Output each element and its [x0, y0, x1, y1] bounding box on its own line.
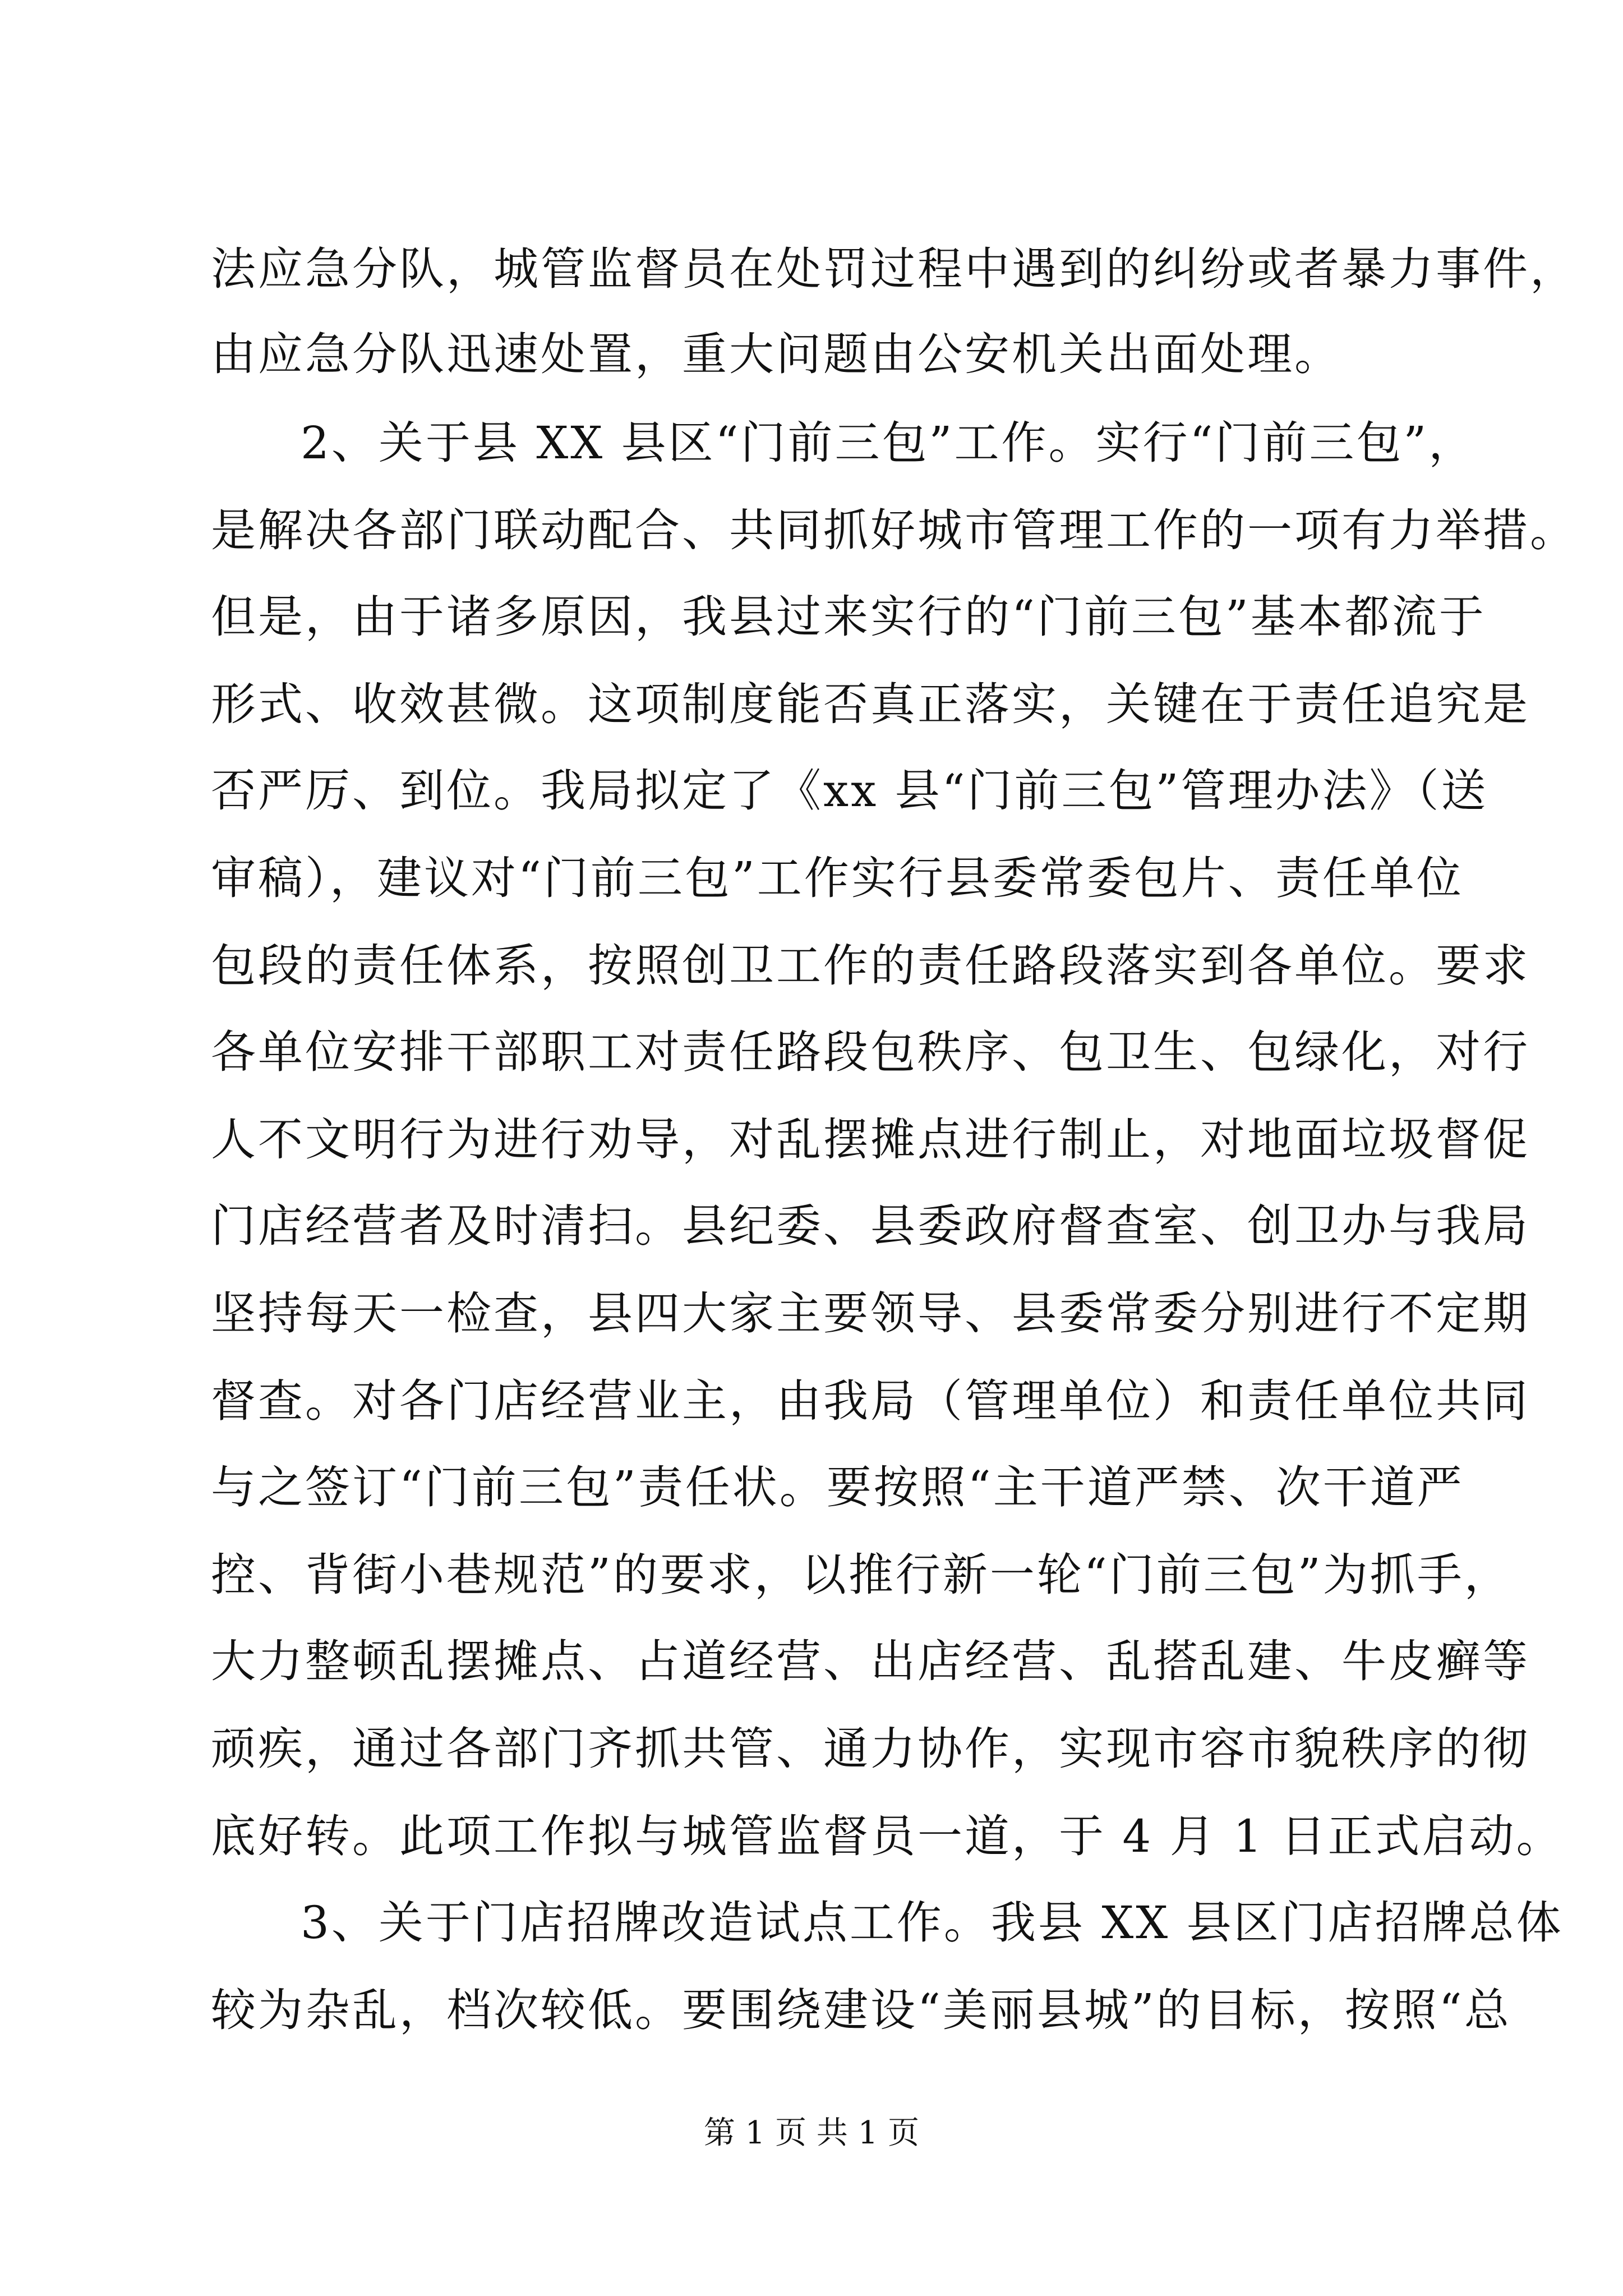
text-line: 否严厉、到位。我局拟定了《xx 县“门前三包”管理办法》（送 — [211, 765, 1488, 817]
text-line: 底好转。此项工作拟与城管监督员一道，于 4 月 1 日正式启动。 — [211, 1810, 1564, 1862]
text-line: 法应急分队，城管监督员在处罚过程中遇到的纠纷或者暴力事件， — [211, 243, 1577, 295]
text-line: 大力整顿乱摆摊点、占道经营、出店经营、乱搭乱建、牛皮癣等 — [211, 1635, 1530, 1687]
text-line: 形式、收效甚微。这项制度能否真正落实，关键在于责任追究是 — [211, 678, 1530, 730]
text-line: 包段的责任体系，按照创卫工作的责任路段落实到各单位。要求 — [211, 940, 1530, 992]
text-line: 顽疾，通过各部门齐抓共管、通力协作，实现市容市貌秩序的彻 — [211, 1723, 1530, 1775]
text-line: 但是，由于诸多原因，我县过来实行的“门前三包”基本都流于 — [211, 591, 1486, 643]
text-line: 控、背街小巷规范”的要求，以推行新一轮“门前三包”为抓手， — [211, 1549, 1511, 1601]
text-line: 坚持每天一检查，县四大家主要领导、县委常委分别进行不定期 — [211, 1287, 1530, 1340]
text-line: 各单位安排干部职工对责任路段包秩序、包卫生、包绿化，对行 — [211, 1026, 1530, 1078]
text-line: 由应急分队迅速处置，重大问题由公安机关出面处理。 — [211, 328, 1341, 380]
text-line: 较为杂乱，档次较低。要围绕建设“美丽县城”的目标，按照“总 — [211, 1984, 1511, 2036]
page-footer: 第 1 页 共 1 页 — [703, 2115, 920, 2151]
text-line: 2、关于县 XX 县区“门前三包”工作。实行“门前三包”， — [301, 417, 1476, 469]
text-line: 督查。对各门店经营业主，由我局（管理单位）和责任单位共同 — [211, 1375, 1530, 1427]
text-line: 人不文明行为进行劝导，对乱摆摊点进行制止，对地面垃圾督促 — [211, 1114, 1530, 1166]
text-line: 是解决各部门联动配合、共同抓好城市管理工作的一项有力举措。 — [211, 504, 1577, 556]
text-line: 与之签订“门前三包”责任状。要按照“主干道严禁、次干道严 — [211, 1461, 1464, 1513]
text-line: 审稿），建议对“门前三包”工作实行县委常委包片、责任单位 — [211, 852, 1464, 904]
text-line: 门店经营者及时清扫。县纪委、县委政府督查室、创卫办与我局 — [211, 1200, 1530, 1252]
text-line: 3、关于门店招牌改造试点工作。我县 XX 县区门店招牌总体 — [301, 1897, 1564, 1949]
